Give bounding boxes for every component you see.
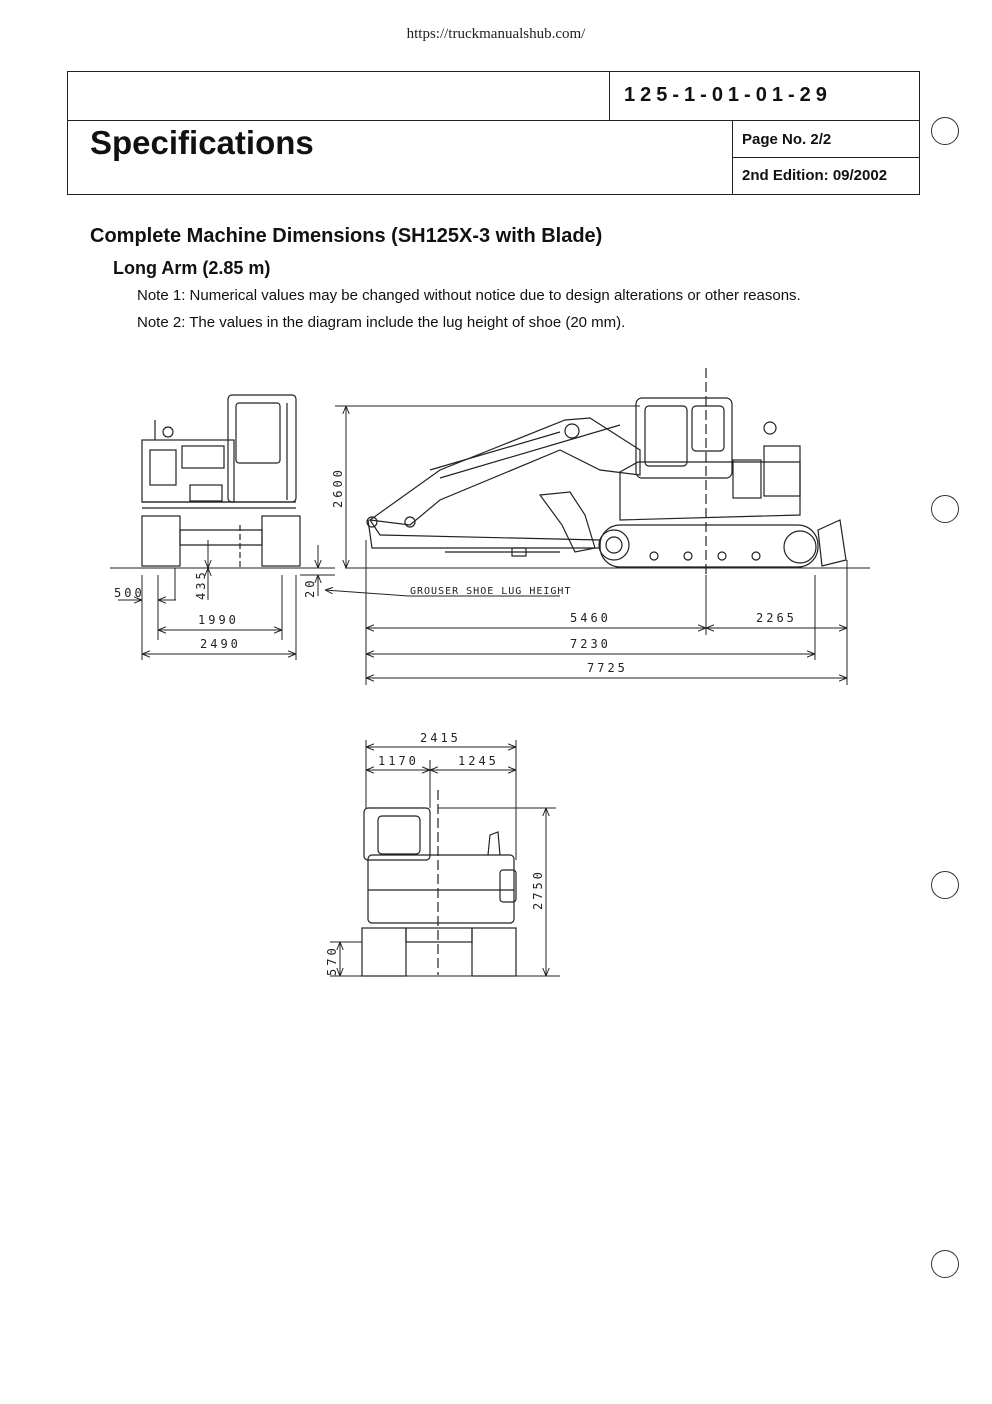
dim-570: 570 <box>325 945 339 976</box>
dim-7230: 7230 <box>570 637 611 651</box>
section-title: Complete Machine Dimensions (SH125X-3 with Blade) <box>90 225 603 247</box>
subsection-title: Long Arm (2.85 m) <box>113 258 271 278</box>
rear-view-machine <box>362 790 516 976</box>
edition: 2nd Edition: 09/2002 <box>742 167 888 184</box>
note-2: Note 2: The values in the diagram include the lug height of shoe (20 mm). <box>137 314 626 331</box>
page-number: Page No. 2/2 <box>742 131 832 148</box>
dim-1245: 1245 <box>458 754 499 768</box>
dim-20: 20 <box>303 577 317 598</box>
grouser-shoe-label: GROUSER SHOE LUG HEIGHT <box>410 586 572 597</box>
dim-2265: 2265 <box>756 611 797 625</box>
dim-2490: 2490 <box>200 637 241 651</box>
side-view-machine <box>367 368 846 575</box>
dim-1990: 1990 <box>198 613 239 627</box>
dim-435: 435 <box>194 569 208 600</box>
dim-500: 500 <box>114 586 145 600</box>
page-title: Specifications <box>90 124 314 161</box>
source-url: https://truckmanualshub.com/ <box>406 26 586 42</box>
dim-1170: 1170 <box>378 754 419 768</box>
dim-2600: 2600 <box>331 467 345 508</box>
dim-2750: 2750 <box>531 869 545 910</box>
note-1: Note 1: Numerical values may be changed without notice due to design alterations or other reasons. <box>137 287 801 304</box>
doc-number: 125-1-01-01-29 <box>624 84 832 106</box>
dim-2415: 2415 <box>420 731 461 745</box>
dim-7725: 7725 <box>587 661 628 675</box>
dim-5460: 5460 <box>570 611 611 625</box>
front-view-machine <box>142 395 300 568</box>
